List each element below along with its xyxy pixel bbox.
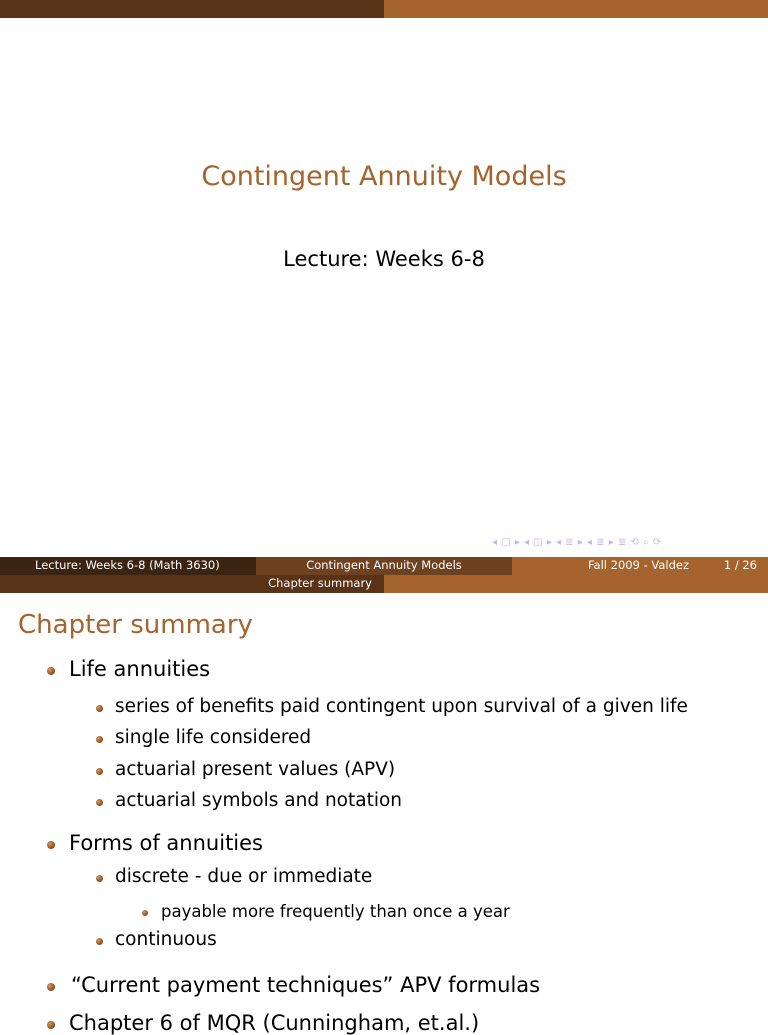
list-item xyxy=(47,831,263,855)
section-bar-left xyxy=(0,575,384,593)
header-bar xyxy=(0,0,768,18)
bullet-icon xyxy=(96,736,103,743)
list-item xyxy=(47,973,540,997)
slide-subtitle: Lecture: Weeks 6-8 xyxy=(283,247,485,271)
section-label: Chapter summary xyxy=(268,576,372,590)
list-item-text: series of benefits paid contingent upon survival of a given life xyxy=(115,696,688,717)
footer-bar xyxy=(0,557,768,575)
list-item-text: discrete - due or immediate xyxy=(115,866,373,887)
list-item-text: single life considered xyxy=(115,727,312,748)
list-item xyxy=(96,696,688,717)
slide-title: Contingent Annuity Models xyxy=(201,161,567,192)
list-item xyxy=(142,902,510,921)
bullet-icon xyxy=(96,875,103,882)
list-item-text: Forms of annuities xyxy=(69,831,263,855)
footer-title-label: Contingent Annuity Models xyxy=(306,558,462,572)
list-item xyxy=(47,1011,479,1035)
bullet-icon xyxy=(96,768,103,775)
bullet-icon xyxy=(47,983,55,991)
list-item-text: Chapter 6 of MQR (Cunningham, et.al.) xyxy=(69,1011,480,1035)
list-item-text: continuous xyxy=(115,929,217,950)
header-bar-left xyxy=(0,0,384,18)
bullet-icon xyxy=(96,705,103,712)
footer-date-label: Fall 2009 - Valdez xyxy=(588,558,690,572)
list-item xyxy=(96,790,402,811)
footer-left xyxy=(0,557,256,575)
list-item-text: Life annuities xyxy=(69,657,211,681)
section-bar xyxy=(0,575,768,593)
footer-lecture-label: Lecture: Weeks 6-8 (Math 3630) xyxy=(35,558,220,572)
footer-right xyxy=(512,557,768,575)
section-bar-right xyxy=(384,575,768,593)
page-number: 1 / 26 xyxy=(723,558,757,572)
list-item-text: payable more frequently than once a year xyxy=(161,902,510,921)
header-bar-right xyxy=(384,0,768,18)
frame-title: Chapter summary xyxy=(18,610,253,640)
list-item xyxy=(96,866,372,887)
bullet-icon xyxy=(47,1021,55,1029)
list-item-text: “Current payment techniques” APV formulas xyxy=(71,973,541,997)
bullet-icon xyxy=(47,841,55,849)
bullet-icon xyxy=(142,910,148,916)
footer-center xyxy=(256,557,512,575)
beamer-navigation-icons[interactable]: ◂ □ ▸ ◂ ◫ ▸ ◂ ≣ ▸ ◂ ≣ ▸ ≣ ⟲ ⌕ ⟳ xyxy=(492,537,662,548)
list-item xyxy=(96,727,311,748)
list-item-text: actuarial present values (APV) xyxy=(115,759,396,780)
list-item xyxy=(47,657,210,681)
list-item xyxy=(96,929,217,950)
bullet-icon xyxy=(96,799,103,806)
bullet-icon xyxy=(47,667,55,675)
bullet-icon xyxy=(96,938,103,945)
list-item-text: actuarial symbols and notation xyxy=(115,790,403,811)
list-item xyxy=(96,759,395,780)
